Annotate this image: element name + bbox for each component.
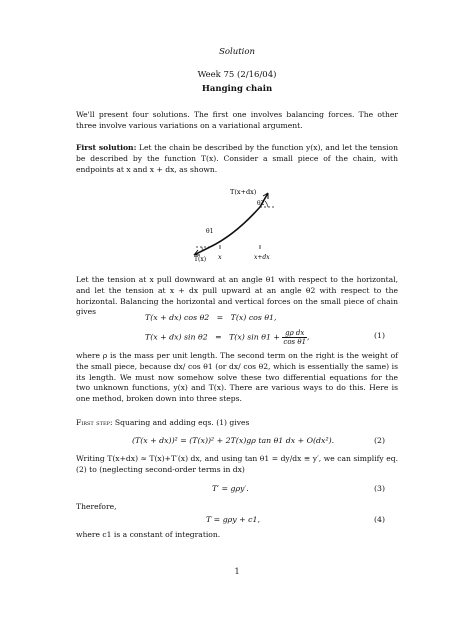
label-xdx: x+dx	[254, 254, 270, 261]
problem-title: Hanging chain	[201, 84, 273, 94]
theta2-arc	[265, 201, 268, 207]
week-date-line: Week 75 (2/16/04)	[197, 70, 277, 80]
eq1-frac-num: gρ dx	[282, 329, 307, 338]
label-tx: T(x)	[194, 256, 207, 263]
solution-heading: Solution	[219, 47, 255, 57]
eq4-expression: T = gρy + c1,	[206, 515, 260, 524]
rho-paragraph: where ρ is the mass per unit length. The second term on the right is the weight of the small piece, because dx/ cos θ1 (or dx/ cos θ2, which is essentially the same) is its length. We must now somehow solve these two differential equations for the two unknown functions, y(x) and T(x). There are various ways to do this. Here is one method, broken down into three steps.	[76, 351, 398, 404]
eq1-line2-eq: =	[215, 332, 222, 342]
label-x: x	[218, 253, 222, 261]
first-step-label: First step:	[76, 418, 113, 427]
eq2-number: (2)	[373, 436, 385, 445]
eq1-number: (1)	[373, 331, 385, 340]
first-solution-label: First solution:	[76, 143, 137, 152]
eq2-expression: (T(x + dx))² = (T(x))² + 2T(x)gρ tan θ1 dx + O(dx²).	[132, 436, 335, 445]
eq1-tail: ,	[307, 332, 310, 342]
eq4-number: (4)	[373, 515, 385, 524]
intro-paragraph: We'll present four solutions. The first one involves balancing forces. The other three involve various variations on a variational argument.	[76, 110, 398, 130]
page-number: 1	[234, 567, 240, 576]
eq3-number: (3)	[373, 484, 385, 493]
eq1-fraction	[282, 329, 310, 346]
label-theta1: θ1	[206, 228, 214, 235]
eq1-line2	[145, 329, 310, 346]
chain-curve	[210, 207, 260, 247]
eq1-frac-den: cos θ1	[283, 338, 307, 346]
first-step-paragraph	[76, 418, 398, 429]
eq1-line1-eq: =	[216, 313, 224, 322]
first-step-text: Squaring and adding eqs. (1) gives	[112, 418, 250, 427]
eq1-line1	[145, 313, 277, 322]
constant-paragraph: where c1 is a constant of integration.	[76, 530, 221, 539]
label-top-tension: T(x+dx)	[230, 188, 257, 196]
eq1-line1-left: T(x + dx) cos θ2	[145, 313, 210, 322]
chain-segment-diagram	[180, 183, 300, 269]
balance-paragraph: Let the tension at x pull downward at an angle θ1 with respect to the horizontal, and let the tension at x + dx pull upward at an angle θ2 with respect to the horizontal. Balancing the horizontal and vertical forces on the small piece of chain gives	[76, 275, 398, 317]
first-solution-text: Let the chain be described by the function y(x), and let the tension be described by the function T(x). Consider a small piece of the chain, with endpoints at x and x + dx, as shown.	[76, 143, 399, 174]
eq1-line2-right: T(x) sin θ1 +	[229, 332, 280, 342]
writing-paragraph: Writing T(x+dx) ≈ T(x)+T′(x) dx, and using tan θ1 = dy/dx ≡ y′, we can simplify eq. (2) to (neglecting second-order terms in dx)	[76, 454, 398, 474]
label-theta2: θ2	[257, 200, 265, 207]
eq1-line2-left: T(x + dx) sin θ2	[145, 332, 208, 342]
first-solution-paragraph	[76, 143, 398, 175]
therefore-text: Therefore,	[76, 502, 117, 511]
eq3-expression: T′ = gρy′.	[212, 484, 249, 493]
eq1-line1-right: T(x) cos θ1,	[230, 313, 277, 322]
